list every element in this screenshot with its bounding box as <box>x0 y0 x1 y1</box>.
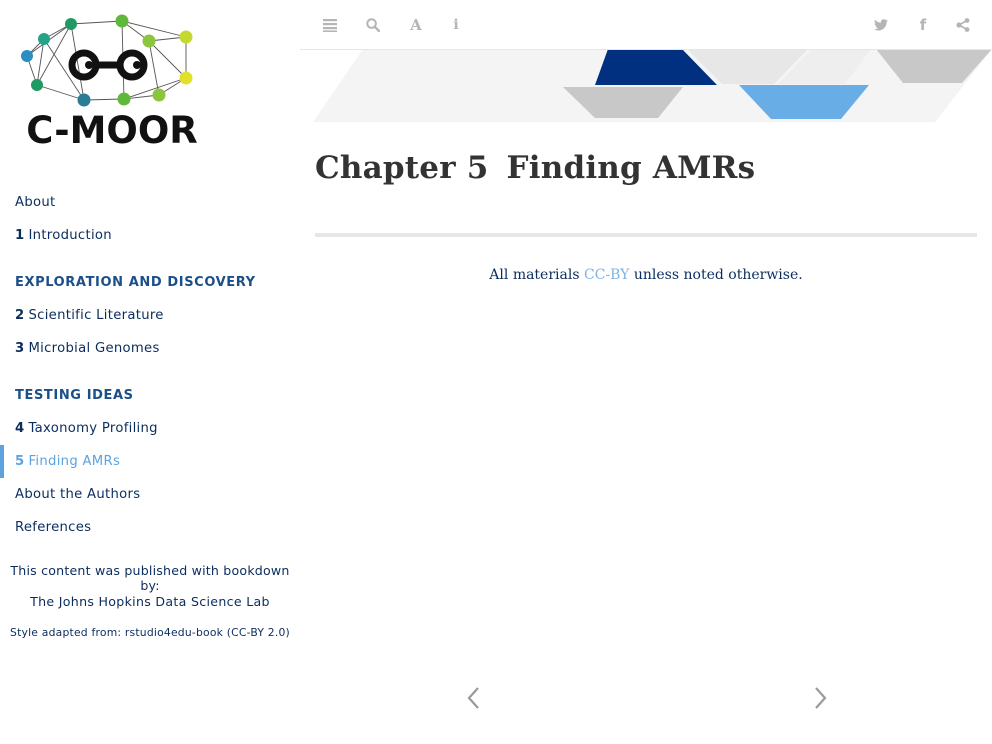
info-icon[interactable]: i <box>453 17 459 33</box>
toc-icon[interactable] <box>320 15 340 35</box>
book-toolbar <box>300 0 992 50</box>
style-credit-link[interactable]: Style adapted from: rstudio4edu-book (CC-BY 2.0) <box>10 626 290 639</box>
sidebar-item-finding-amrs[interactable] <box>0 445 300 478</box>
license-note <box>315 267 977 283</box>
publisher-link[interactable]: The Johns Hopkins Data Science Lab <box>30 594 270 609</box>
twitter-icon[interactable] <box>871 15 891 35</box>
font-settings-icon[interactable]: A <box>410 16 422 34</box>
sidebar-item-label: References <box>15 520 92 535</box>
search-icon[interactable] <box>363 15 383 35</box>
sidebar-item-about[interactable] <box>0 186 300 219</box>
sidebar-item-number: 1 <box>15 228 25 243</box>
sidebar-item-number: 5 <box>15 454 25 469</box>
license-prefix: All materials <box>489 267 584 283</box>
published-with-text[interactable]: This content was published with bookdown by: <box>10 563 290 593</box>
page-title <box>315 150 755 186</box>
sidebar-item-label: Taxonomy Profiling <box>28 421 158 436</box>
sidebar <box>0 0 300 744</box>
facebook-icon[interactable]: f <box>919 16 927 34</box>
previous-page-arrow-icon[interactable] <box>463 683 487 713</box>
chapter-number: Chapter 5 <box>315 150 489 186</box>
sidebar-item-introduction[interactable] <box>0 219 300 252</box>
sidebar-section-header: TESTING IDEAS <box>15 388 134 403</box>
next-page-arrow-icon[interactable] <box>807 683 831 713</box>
cc-by-link[interactable]: CC-BY <box>583 267 630 283</box>
sidebar-item-scientific-literature[interactable] <box>0 299 300 332</box>
sidebar-item-taxonomy-profiling[interactable] <box>0 412 300 445</box>
share-icon[interactable] <box>953 15 973 35</box>
c-moor-logo[interactable] <box>14 8 210 158</box>
sidebar-item-microbial-genomes[interactable] <box>0 332 300 365</box>
title-divider <box>315 233 977 237</box>
sidebar-item-label: About <box>15 195 56 210</box>
logo-text: C-MOOR <box>26 109 198 152</box>
sidebar-nav <box>0 186 300 544</box>
sidebar-item-label: Microbial Genomes <box>28 341 160 356</box>
sidebar-item-label: Scientific Literature <box>28 308 164 323</box>
sidebar-item-number: 3 <box>15 341 25 356</box>
sidebar-item-references[interactable] <box>0 511 300 544</box>
sidebar-item-label: About the Authors <box>15 487 141 502</box>
sidebar-item-label: Introduction <box>28 228 112 243</box>
license-suffix: unless noted otherwise. <box>629 267 803 283</box>
sidebar-section-header: EXPLORATION AND DISCOVERY <box>15 275 256 290</box>
sidebar-item-number: 4 <box>15 421 25 436</box>
sidebar-item-number: 2 <box>15 308 25 323</box>
sidebar-item-about-the-authors[interactable] <box>0 478 300 511</box>
decorative-banner <box>313 49 992 123</box>
chapter-title-text: Finding AMRs <box>506 150 756 186</box>
sidebar-item-label: Finding AMRs <box>28 454 121 469</box>
